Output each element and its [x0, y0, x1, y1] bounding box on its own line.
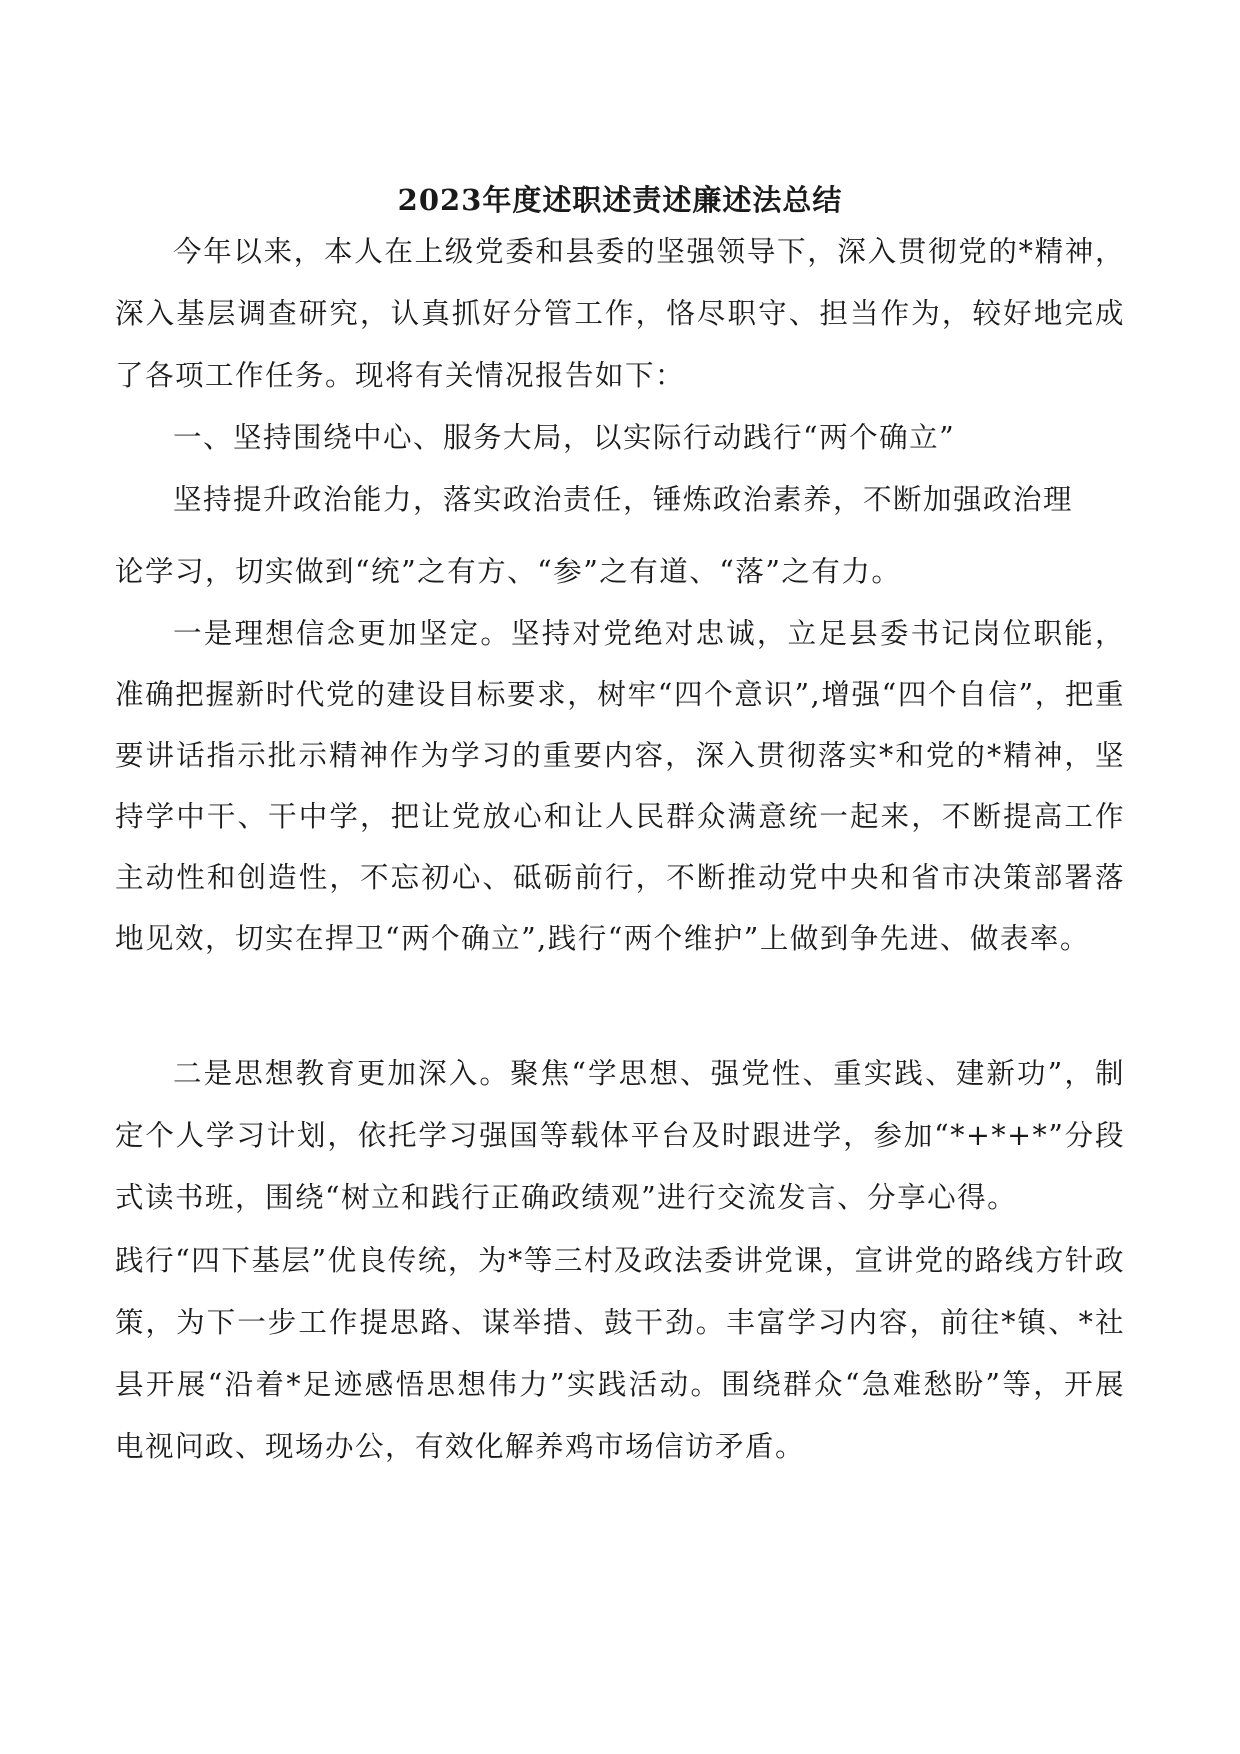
section-1-paragraph-line-1: 坚持提升政治能力，落实政治责任，锤炼政治素养，不断加强政治理 [173, 483, 1074, 516]
point-2-paragraph: 二是思想教育更加深入。聚焦“学思想、强党性、重实践、建新功”，制定个人学习计划，依托学习强国等载体平台及时跟进学，参加“*+*+*”分段式读书班，围绕“树立和践行正确政绩观”进行交流发言、分享心得。 [115, 1057, 1125, 1214]
section-heading-1: 一、坚持围绕中心、服务大局，以实际行动践行“两个确立” [173, 421, 956, 454]
intro-paragraph: 今年以来，本人在上级党委和县委的坚强领导下，深入贯彻党的*精神，深入基层调查研究，认真抓好分管工作，恪尽职守、担当作为，较好地完成了各项工作任务。现将有关情况报告如下： [115, 235, 1125, 392]
point-1-paragraph: 一是理想信念更加坚定。坚持对党绝对忠诚，立足县委书记岗位职能，准确把握新时代党的建设目标要求，树牢“四个意识”,增强“四个自信”，把重要讲话指示批示精神作为学习的重要内容，深入贯彻落实*和党的*精神，坚持学中干、干中学，把让党放心和让人民群众满意统一起来，不断提高工作主动性和创造性，不忘初心、砥砺前行，不断推动党中央和省市决策部署落地见效，切实在捍卫“两个确立”,践行“两个维护”上做到争先进、做表率。 [115, 617, 1125, 955]
point-2-continuation-paragraph: 践行“四下基层”优良传统，为*等三村及政法委讲党课，宣讲党的路线方针政策，为下一步工作提思路、谋举措、鼓干劲。丰富学习内容，前往*镇、*社县开展“沿着*足迹感悟思想伟力”实践活动。围绕群众“急难愁盼”等，开展电视问政、现场办公，有效化解养鸡市场信访矛盾。 [115, 1244, 1125, 1463]
section-1-paragraph-line-2: 论学习，切实做到“统”之有方、“参”之有道、“落”之有力。 [115, 555, 902, 588]
document-title: 2023年度述职述责述廉述法总结 [397, 183, 843, 217]
